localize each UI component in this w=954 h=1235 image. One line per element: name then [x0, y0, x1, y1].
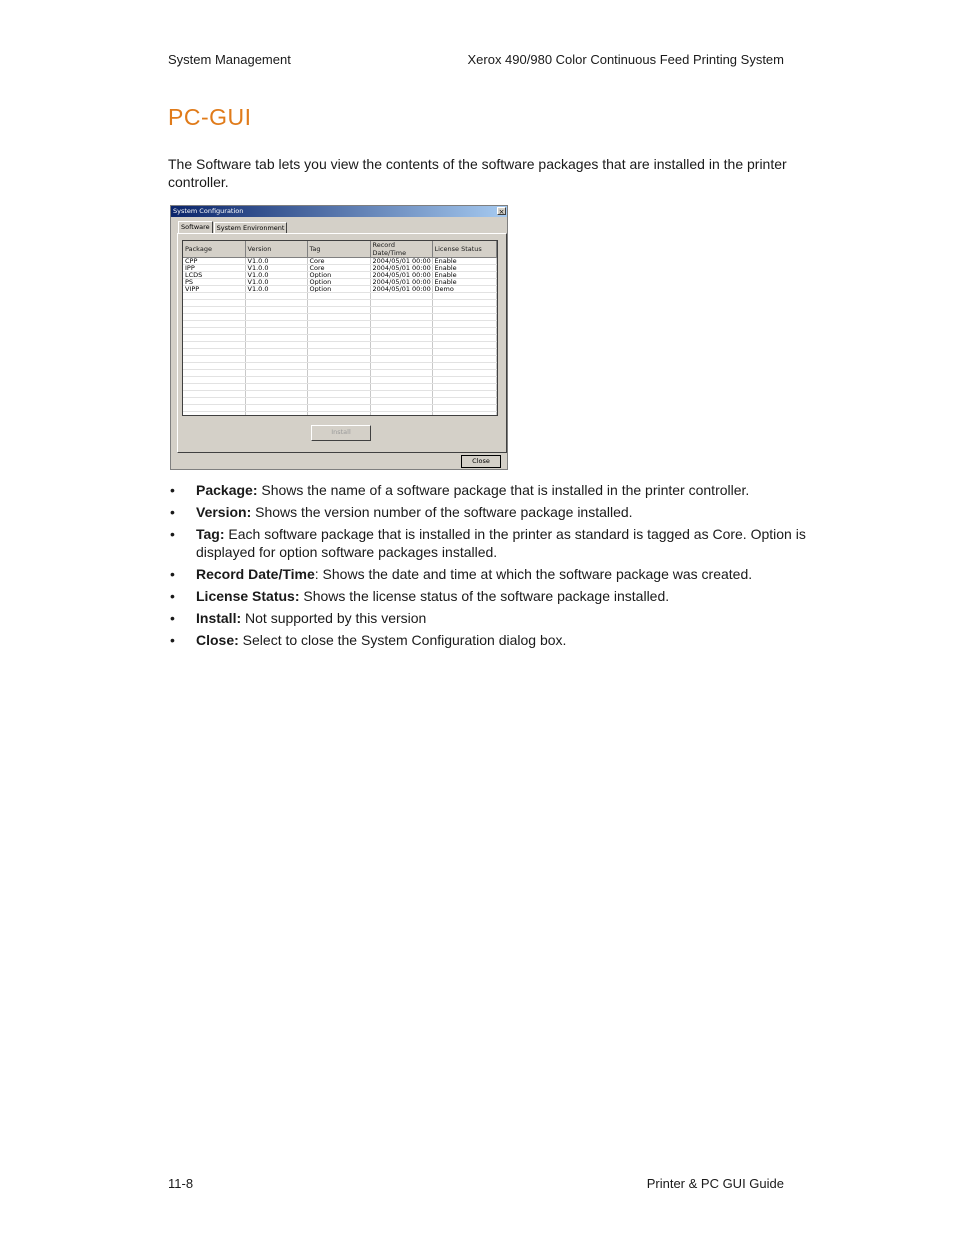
bullet-term: License Status:: [196, 588, 300, 604]
empty-cell: [432, 314, 497, 321]
empty-table-row: [183, 391, 497, 398]
empty-cell: [245, 293, 307, 300]
table-row[interactable]: [183, 286, 497, 293]
empty-cell: [307, 328, 370, 335]
empty-table-row: [183, 314, 497, 321]
empty-cell: [370, 398, 432, 405]
empty-cell: [245, 370, 307, 377]
empty-cell: [183, 328, 245, 335]
close-button[interactable]: Close: [461, 455, 501, 468]
cell-package: PS: [183, 279, 245, 286]
empty-cell: [245, 412, 307, 417]
empty-cell: [432, 356, 497, 363]
empty-table-row: [183, 328, 497, 335]
dialog-title-bar: [171, 206, 507, 217]
empty-cell: [432, 391, 497, 398]
table-row[interactable]: [183, 258, 497, 265]
cell-tag: Option: [307, 279, 370, 286]
list-item: [168, 631, 808, 649]
empty-table-row: [183, 307, 497, 314]
empty-cell: [370, 300, 432, 307]
bullet-term: Tag:: [196, 526, 225, 542]
empty-cell: [307, 356, 370, 363]
empty-cell: [245, 335, 307, 342]
empty-cell: [370, 328, 432, 335]
empty-cell: [183, 293, 245, 300]
empty-cell: [370, 293, 432, 300]
empty-cell: [245, 300, 307, 307]
empty-table-row: [183, 349, 497, 356]
list-item: [168, 525, 808, 561]
empty-table-row: [183, 370, 497, 377]
table-row[interactable]: [183, 265, 497, 272]
empty-cell: [307, 398, 370, 405]
cell-tag: Option: [307, 286, 370, 293]
empty-cell: [370, 405, 432, 412]
empty-cell: [432, 405, 497, 412]
empty-cell: [307, 293, 370, 300]
cell-version: V1.0.0: [245, 279, 307, 286]
empty-cell: [245, 356, 307, 363]
empty-cell: [183, 398, 245, 405]
cell-package: CPP: [183, 258, 245, 265]
cell-license-status: Enable: [432, 279, 497, 286]
dialog-title: System Configuration: [173, 207, 244, 215]
empty-cell: [307, 363, 370, 370]
bullet-text: Shows the version number of the software package installed.: [251, 504, 633, 520]
empty-cell: [183, 335, 245, 342]
empty-cell: [245, 342, 307, 349]
software-package-table: [182, 240, 498, 416]
cell-tag: Core: [307, 258, 370, 265]
software-tab-panel: [177, 233, 507, 453]
list-item: [168, 503, 808, 521]
empty-cell: [183, 384, 245, 391]
cell-license-status: Enable: [432, 272, 497, 279]
empty-cell: [432, 307, 497, 314]
column-header-package[interactable]: Package: [183, 241, 245, 258]
cell-record-date-time: 2004/05/01 00:00: [370, 286, 432, 293]
cell-record-date-time: 2004/05/01 00:00: [370, 279, 432, 286]
empty-cell: [370, 412, 432, 417]
footer-guide-title: Printer & PC GUI Guide: [646, 1176, 784, 1191]
bullet-text: Each software package that is installed in the printer as standard is tagged as Core. Option is displayed for option software packages installed.: [196, 526, 806, 560]
empty-cell: [432, 335, 497, 342]
empty-cell: [432, 293, 497, 300]
empty-cell: [307, 405, 370, 412]
empty-cell: [183, 349, 245, 356]
tab-system-environment[interactable]: System Environment: [214, 222, 288, 234]
empty-cell: [432, 377, 497, 384]
cell-version: V1.0.0: [245, 286, 307, 293]
cell-tag: Option: [307, 272, 370, 279]
empty-cell: [183, 314, 245, 321]
column-header-license-status[interactable]: License Status: [432, 241, 497, 258]
column-header-tag[interactable]: Tag: [307, 241, 370, 258]
cell-license-status: Enable: [432, 265, 497, 272]
empty-cell: [183, 307, 245, 314]
empty-cell: [183, 321, 245, 328]
empty-cell: [245, 405, 307, 412]
empty-cell: [307, 370, 370, 377]
bullet-text: Shows the name of a software package that is installed in the printer controller.: [257, 482, 750, 498]
bullet-term: Install:: [196, 610, 242, 626]
empty-cell: [307, 377, 370, 384]
empty-cell: [370, 391, 432, 398]
empty-cell: [245, 321, 307, 328]
cell-record-date-time: 2004/05/01 00:00: [370, 265, 432, 272]
cell-record-date-time: 2004/05/01 00:00: [370, 272, 432, 279]
empty-cell: [432, 328, 497, 335]
empty-cell: [432, 342, 497, 349]
empty-table-row: [183, 412, 497, 417]
empty-cell: [183, 377, 245, 384]
empty-cell: [245, 363, 307, 370]
empty-cell: [245, 314, 307, 321]
close-icon[interactable]: ×: [498, 208, 505, 216]
empty-cell: [307, 321, 370, 328]
install-button[interactable]: Install: [311, 425, 371, 441]
table-header-row: [183, 241, 497, 258]
empty-cell: [307, 342, 370, 349]
empty-table-row: [183, 363, 497, 370]
cell-record-date-time: 2004/05/01 00:00: [370, 258, 432, 265]
cell-version: V1.0.0: [245, 265, 307, 272]
empty-cell: [183, 356, 245, 363]
column-header-version[interactable]: Version: [245, 241, 307, 258]
bullet-term: Close:: [196, 632, 239, 648]
empty-cell: [370, 335, 432, 342]
empty-table-row: [183, 335, 497, 342]
bullet-text: Select to close the System Configuration dialog box.: [238, 632, 567, 648]
empty-cell: [432, 363, 497, 370]
empty-table-row: [183, 384, 497, 391]
empty-cell: [245, 349, 307, 356]
cell-package: LCDS: [183, 272, 245, 279]
header-product-title: Xerox 490/980 Color Continuous Feed Printing System: [467, 52, 784, 67]
empty-cell: [432, 384, 497, 391]
intro-paragraph: The Software tab lets you view the contents of the software packages that are installed in the printer controller.: [168, 156, 787, 190]
bullet-text: Not supported by this version: [241, 610, 427, 626]
cell-tag: Core: [307, 265, 370, 272]
empty-cell: [183, 300, 245, 307]
empty-table-row: [183, 300, 497, 307]
empty-cell: [370, 321, 432, 328]
empty-cell: [307, 391, 370, 398]
empty-cell: [370, 342, 432, 349]
empty-cell: [245, 398, 307, 405]
empty-cell: [183, 363, 245, 370]
empty-cell: [245, 384, 307, 391]
empty-cell: [183, 391, 245, 398]
empty-table-row: [183, 405, 497, 412]
system-configuration-dialog: [170, 205, 508, 470]
bullet-text: : Shows the date and time at which the software package was created.: [314, 566, 753, 582]
empty-cell: [432, 349, 497, 356]
page-number: 11-8: [168, 1176, 194, 1191]
empty-table-row: [183, 342, 497, 349]
list-item: [168, 481, 808, 499]
empty-cell: [245, 328, 307, 335]
header-section-title: System Management: [168, 52, 291, 67]
empty-cell: [432, 398, 497, 405]
empty-cell: [245, 391, 307, 398]
empty-cell: [370, 370, 432, 377]
empty-table-row: [183, 377, 497, 384]
empty-cell: [370, 349, 432, 356]
empty-cell: [307, 349, 370, 356]
empty-cell: [307, 300, 370, 307]
empty-cell: [183, 342, 245, 349]
list-item: [168, 609, 808, 627]
cell-version: V1.0.0: [245, 258, 307, 265]
empty-cell: [370, 307, 432, 314]
empty-cell: [183, 412, 245, 417]
empty-cell: [370, 356, 432, 363]
empty-cell: [370, 384, 432, 391]
cell-version: V1.0.0: [245, 272, 307, 279]
empty-cell: [183, 370, 245, 377]
empty-cell: [307, 307, 370, 314]
page-title: PC-GUI: [168, 104, 252, 130]
bullet-term: Record Date/Time: [196, 566, 315, 582]
empty-cell: [370, 314, 432, 321]
empty-cell: [307, 384, 370, 391]
empty-cell: [432, 370, 497, 377]
table-row[interactable]: [183, 272, 497, 279]
empty-cell: [432, 300, 497, 307]
empty-cell: [307, 335, 370, 342]
cell-license-status: Enable: [432, 258, 497, 265]
empty-cell: [370, 363, 432, 370]
empty-table-row: [183, 398, 497, 405]
tab-software[interactable]: Software: [178, 221, 213, 234]
list-item: [168, 565, 808, 583]
table-row[interactable]: [183, 279, 497, 286]
empty-cell: [307, 314, 370, 321]
bullet-term: Version:: [196, 504, 252, 520]
empty-cell: [432, 321, 497, 328]
bullet-text: Shows the license status of the software package installed.: [299, 588, 670, 604]
empty-cell: [307, 412, 370, 417]
cell-package: VIPP: [183, 286, 245, 293]
field-descriptions-list: [168, 481, 808, 653]
cell-package: IPP: [183, 265, 245, 272]
column-header-record-date-time[interactable]: Record Date/Time: [370, 241, 432, 258]
empty-cell: [245, 307, 307, 314]
empty-table-row: [183, 321, 497, 328]
cell-license-status: Demo: [432, 286, 497, 293]
empty-table-row: [183, 293, 497, 300]
empty-cell: [183, 405, 245, 412]
empty-cell: [370, 377, 432, 384]
empty-cell: [245, 377, 307, 384]
bullet-term: Package:: [196, 482, 258, 498]
empty-table-row: [183, 356, 497, 363]
empty-cell: [432, 412, 497, 417]
list-item: [168, 587, 808, 605]
